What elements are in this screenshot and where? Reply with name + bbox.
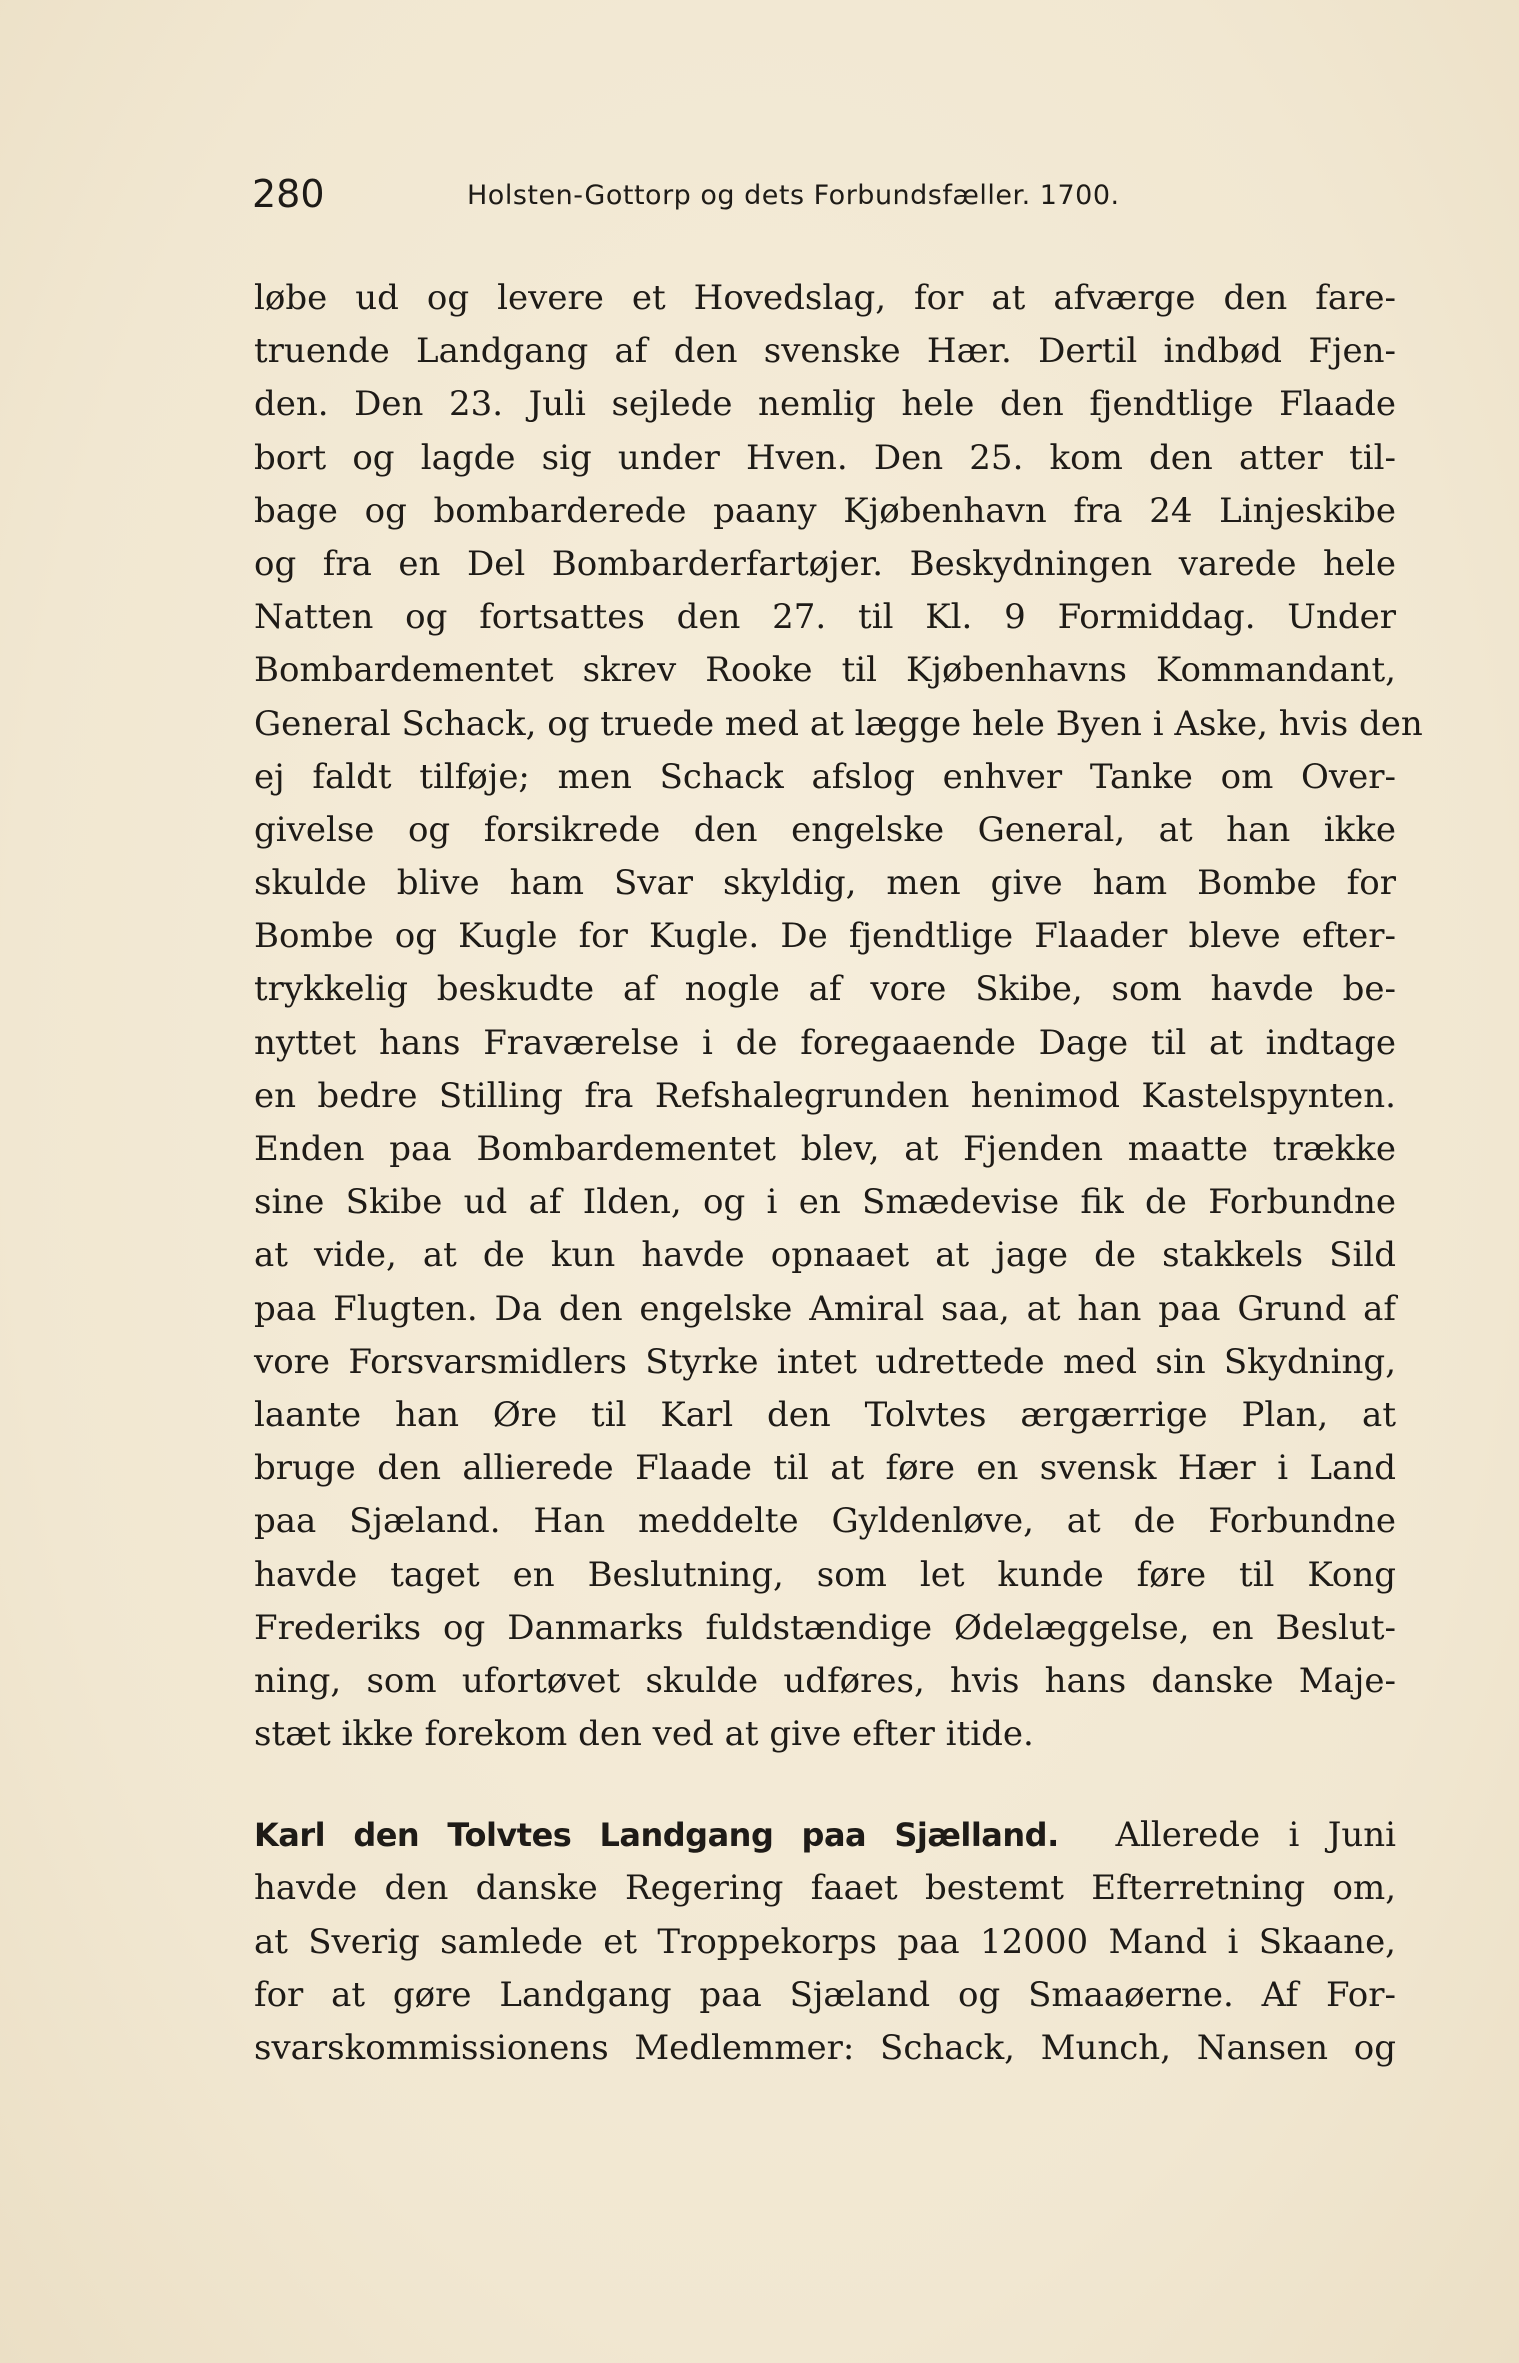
text-line: at Sverig samlede et Troppekorps paa 12000 Mand i Skaane, <box>254 1921 1396 1962</box>
text-line: en bedre Stilling fra Refshalegrunden henimod Kastelspynten. <box>254 1075 1396 1116</box>
text-line: svarskommissionens Medlemmer: Schack, Munch, Nansen og <box>254 2028 1396 2068</box>
text-line: givelse og forsikrede den engelske General, at han ikke <box>254 809 1396 850</box>
text-line: General Schack, og truede med at lægge hele Byen i Aske, hvis den <box>254 703 1423 744</box>
text-line: den. Den 23. Juli sejlede nemlig hele den fjendtlige Flaade <box>254 384 1396 425</box>
text-line: for at gøre Landgang paa Sjæland og Smaaøerne. Af For- <box>254 1974 1396 2015</box>
text-line: havde taget en Beslutning, som let kunde føre til Kong <box>254 1554 1396 1595</box>
page-number: 280 <box>252 172 325 216</box>
text-line: ej faldt tilføje; men Schack afslog enhver Tanke om Over- <box>254 756 1396 797</box>
text-line <box>254 1809 1396 1862</box>
page-header <box>252 172 1252 222</box>
text-line: bage og bombarderede paany Kjøbenhavn fra 24 Linjeskibe <box>254 490 1396 531</box>
text-line: Bombe og Kugle for Kugle. De fjendtlige Flaader bleve efter- <box>254 916 1396 957</box>
text-line: truende Landgang af den svenske Hær. Dertil indbød Fjen- <box>254 331 1396 372</box>
text-line: sine Skibe ud af Ilden, og i en Smædevise fik de Forbundne <box>254 1182 1396 1223</box>
section-heading: Karl den Tolvtes Landgang paa Sjælland. <box>254 1816 1059 1855</box>
section-first-line-text: Allerede i Juni <box>1115 1815 1397 1856</box>
text-line: laante han Øre til Karl den Tolvtes ærgærrige Plan, at <box>254 1394 1396 1435</box>
text-line: havde den danske Regering faaet bestemt Efterretning om, <box>254 1868 1396 1909</box>
paragraph-gap <box>254 1761 1396 1809</box>
text-line: Enden paa Bombardementet blev, at Fjenden maatte trække <box>254 1129 1396 1169</box>
text-line: skulde blive ham Svar skyldig, men give ham Bombe for <box>254 863 1396 904</box>
text-line: vore Forsvarsmidlers Styrke intet udrettede med sin Skydning, <box>254 1341 1396 1382</box>
text-line: løbe ud og levere et Hovedslag, for at afværge den fare- <box>254 278 1396 318</box>
text-line: Bombardementet skrev Rooke til Kjøbenhavns Kommandant, <box>254 650 1396 691</box>
text-line: og fra en Del Bombarderfartøjer. Beskydningen varede hele <box>254 543 1396 584</box>
text-line: nyttet hans Fraværelse i de foregaaende Dage til at indtage <box>254 1022 1396 1063</box>
text-line: paa Sjæland. Han meddelte Gyldenløve, at de Forbundne <box>254 1501 1396 1542</box>
text-line: bort og lagde sig under Hven. Den 25. kom den atter til- <box>254 437 1396 478</box>
text-line: paa Flugten. Da den engelske Amiral saa, at han paa Grund af <box>254 1288 1396 1329</box>
body-text <box>254 272 1423 2075</box>
paragraph-2 <box>254 1809 1396 2075</box>
text-line: bruge den allierede Flaade til at føre en svensk Hær i Land <box>254 1448 1396 1489</box>
running-title: Holsten-Gottorp og dets Forbundsfæller. 1700. <box>467 180 1120 211</box>
heading-gap <box>1059 1815 1116 1855</box>
text-line: at vide, at de kun havde opnaaet at jage de stakkels Sild <box>254 1235 1396 1276</box>
paragraph-1 <box>254 272 1423 1761</box>
text-line: ning, som ufortøvet skulde udføres, hvis hans danske Maje- <box>254 1660 1396 1701</box>
text-line: Frederiks og Danmarks fuldstændige Ødelæggelse, en Beslut- <box>254 1607 1396 1648</box>
text-line: Natten og fortsattes den 27. til Kl. 9 Formiddag. Under <box>254 597 1396 638</box>
text-line: stæt ikke forekom den ved at give efter itide. <box>254 1714 1034 1755</box>
text-line: trykkelig beskudte af nogle af vore Skibe, som havde be- <box>254 969 1396 1010</box>
